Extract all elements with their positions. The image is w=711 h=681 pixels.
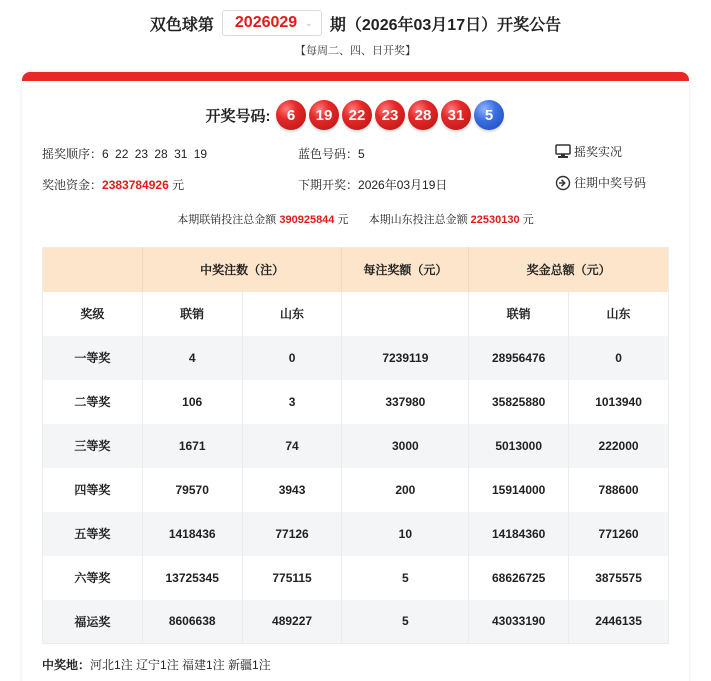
- per-prize: 5: [342, 600, 469, 644]
- col-header-union-total: 联销: [469, 292, 569, 336]
- history-link[interactable]: [555, 174, 646, 191]
- title-suffix: 期（2026年03月17日）开奖公告: [329, 16, 562, 34]
- history-label: 往期中奖号码: [574, 176, 647, 190]
- union-total: 15914000: [469, 468, 569, 512]
- union-count: 79570: [142, 468, 242, 512]
- union-total: 43033190: [469, 600, 569, 644]
- sd-total: 0: [569, 336, 669, 380]
- table-sub-header: [43, 292, 669, 336]
- prize-pool: [42, 176, 184, 193]
- red-ball: 19: [309, 100, 339, 130]
- sd-count: 74: [242, 424, 342, 468]
- table-row: [43, 380, 669, 424]
- prize-pool-unit: 元: [172, 178, 185, 192]
- sd-total: 222000: [569, 424, 669, 468]
- arrow-circle-right-icon: [555, 175, 571, 191]
- prize-level: 五等奖: [43, 512, 143, 556]
- red-ball: 28: [408, 100, 438, 130]
- winning-locations-label: 中奖地：: [42, 658, 91, 672]
- sd-total: 3875575: [569, 556, 669, 600]
- union-total: 5013000: [469, 424, 569, 468]
- union-count: 8606638: [142, 600, 242, 644]
- prize-pool-value: 2383784926: [102, 178, 169, 192]
- red-ball: 6: [276, 100, 306, 130]
- draw-schedule: 【每周二、四、日开奖】: [295, 45, 416, 57]
- group-header-blank: [43, 248, 143, 292]
- per-prize: 337980: [342, 380, 469, 424]
- group-header-winners: 中奖注数（注）: [142, 248, 342, 292]
- draw-order-label: 摇奖顺序：: [42, 147, 103, 161]
- col-header-blank: [342, 292, 469, 336]
- card-accent-bar: [22, 72, 689, 81]
- next-draw-label: 下期开奖：: [298, 178, 359, 192]
- monitor-icon: [555, 144, 571, 159]
- per-prize: 200: [342, 468, 469, 512]
- union-total: 14184360: [469, 512, 569, 556]
- next-draw-value: 2026年03月19日: [358, 178, 448, 192]
- table-row: [43, 600, 669, 644]
- union-count: 13725345: [142, 556, 242, 600]
- union-sales-value: 390925844: [279, 214, 335, 226]
- prize-level: 四等奖: [43, 468, 143, 512]
- union-total: 68626725: [469, 556, 569, 600]
- sd-count: 77126: [242, 512, 342, 556]
- prize-level: 三等奖: [43, 424, 143, 468]
- table-row: [43, 468, 669, 512]
- union-total: 28956476: [469, 336, 569, 380]
- table-row: [43, 512, 669, 556]
- winning-locations: [42, 656, 271, 673]
- table-group-header: [43, 248, 669, 292]
- sales-totals: [22, 211, 689, 227]
- table-row: [43, 424, 669, 468]
- shandong-sales-unit: 元: [522, 214, 534, 226]
- group-header-per-prize: 每注奖额（元）: [342, 248, 469, 292]
- per-prize: 7239119: [342, 336, 469, 380]
- numbers-label: 开奖号码:: [205, 107, 271, 125]
- winning-numbers: [22, 100, 689, 130]
- col-header-sd-total: 山东: [569, 292, 669, 336]
- prize-level: 六等奖: [43, 556, 143, 600]
- shandong-sales-label: 本期山东投注总金额: [368, 214, 468, 226]
- union-count: 4: [142, 336, 242, 380]
- sd-count: 3: [242, 380, 342, 424]
- draw-order-value: 6 22 23 28 31 19: [102, 147, 208, 161]
- per-prize: 5: [342, 556, 469, 600]
- sd-count: 0: [242, 336, 342, 380]
- union-count: 106: [142, 380, 242, 424]
- shandong-sales-value: 22530130: [470, 214, 520, 226]
- draw-order: [42, 145, 207, 162]
- union-count: 1418436: [142, 512, 242, 556]
- sd-count: 489227: [242, 600, 342, 644]
- blue-number-label: 蓝色号码：: [298, 147, 359, 161]
- sd-total: 788600: [569, 468, 669, 512]
- live-draw-label: 摇奖实况: [574, 145, 623, 159]
- union-sales-label: 本期联销投注总金额: [177, 214, 277, 226]
- prize-pool-label: 奖池资金：: [42, 178, 103, 192]
- red-ball: 22: [342, 100, 372, 130]
- prize-level: 一等奖: [43, 336, 143, 380]
- issue-value: 2026029: [234, 14, 298, 31]
- blue-number-value: 5: [358, 147, 365, 161]
- prize-table: [42, 247, 669, 644]
- sd-total: 2446135: [569, 600, 669, 644]
- winning-locations-value: 河北1注 辽宁1注 福建1注 新疆1注: [90, 658, 271, 672]
- result-card: [22, 72, 689, 681]
- per-prize: 3000: [342, 424, 469, 468]
- red-ball: 23: [375, 100, 405, 130]
- prize-level: 二等奖: [43, 380, 143, 424]
- next-draw: [298, 176, 447, 193]
- group-header-total-prize: 奖金总额（元）: [469, 248, 669, 292]
- table-row: [43, 336, 669, 380]
- title-prefix: 双色球第: [149, 16, 214, 34]
- blue-number: [298, 145, 365, 162]
- issue-select[interactable]: [222, 10, 322, 36]
- table-row: [43, 556, 669, 600]
- sd-total: 1013940: [569, 380, 669, 424]
- sd-count: 3943: [242, 468, 342, 512]
- red-ball: 31: [441, 100, 471, 130]
- col-header-union-count: 联销: [142, 292, 242, 336]
- blue-ball: 5: [474, 100, 504, 130]
- union-count: 1671: [142, 424, 242, 468]
- col-header-level: 奖级: [43, 292, 143, 336]
- prize-level: 福运奖: [43, 600, 143, 644]
- union-total: 35825880: [469, 380, 569, 424]
- page-title: [0, 10, 711, 36]
- col-header-sd-count: 山东: [242, 292, 342, 336]
- live-draw-link[interactable]: [555, 143, 622, 160]
- union-sales-unit: 元: [337, 214, 349, 226]
- sd-total: 771260: [569, 512, 669, 556]
- per-prize: 10: [342, 512, 469, 556]
- chevron-down-icon: ⌄: [304, 17, 313, 29]
- sd-count: 775115: [242, 556, 342, 600]
